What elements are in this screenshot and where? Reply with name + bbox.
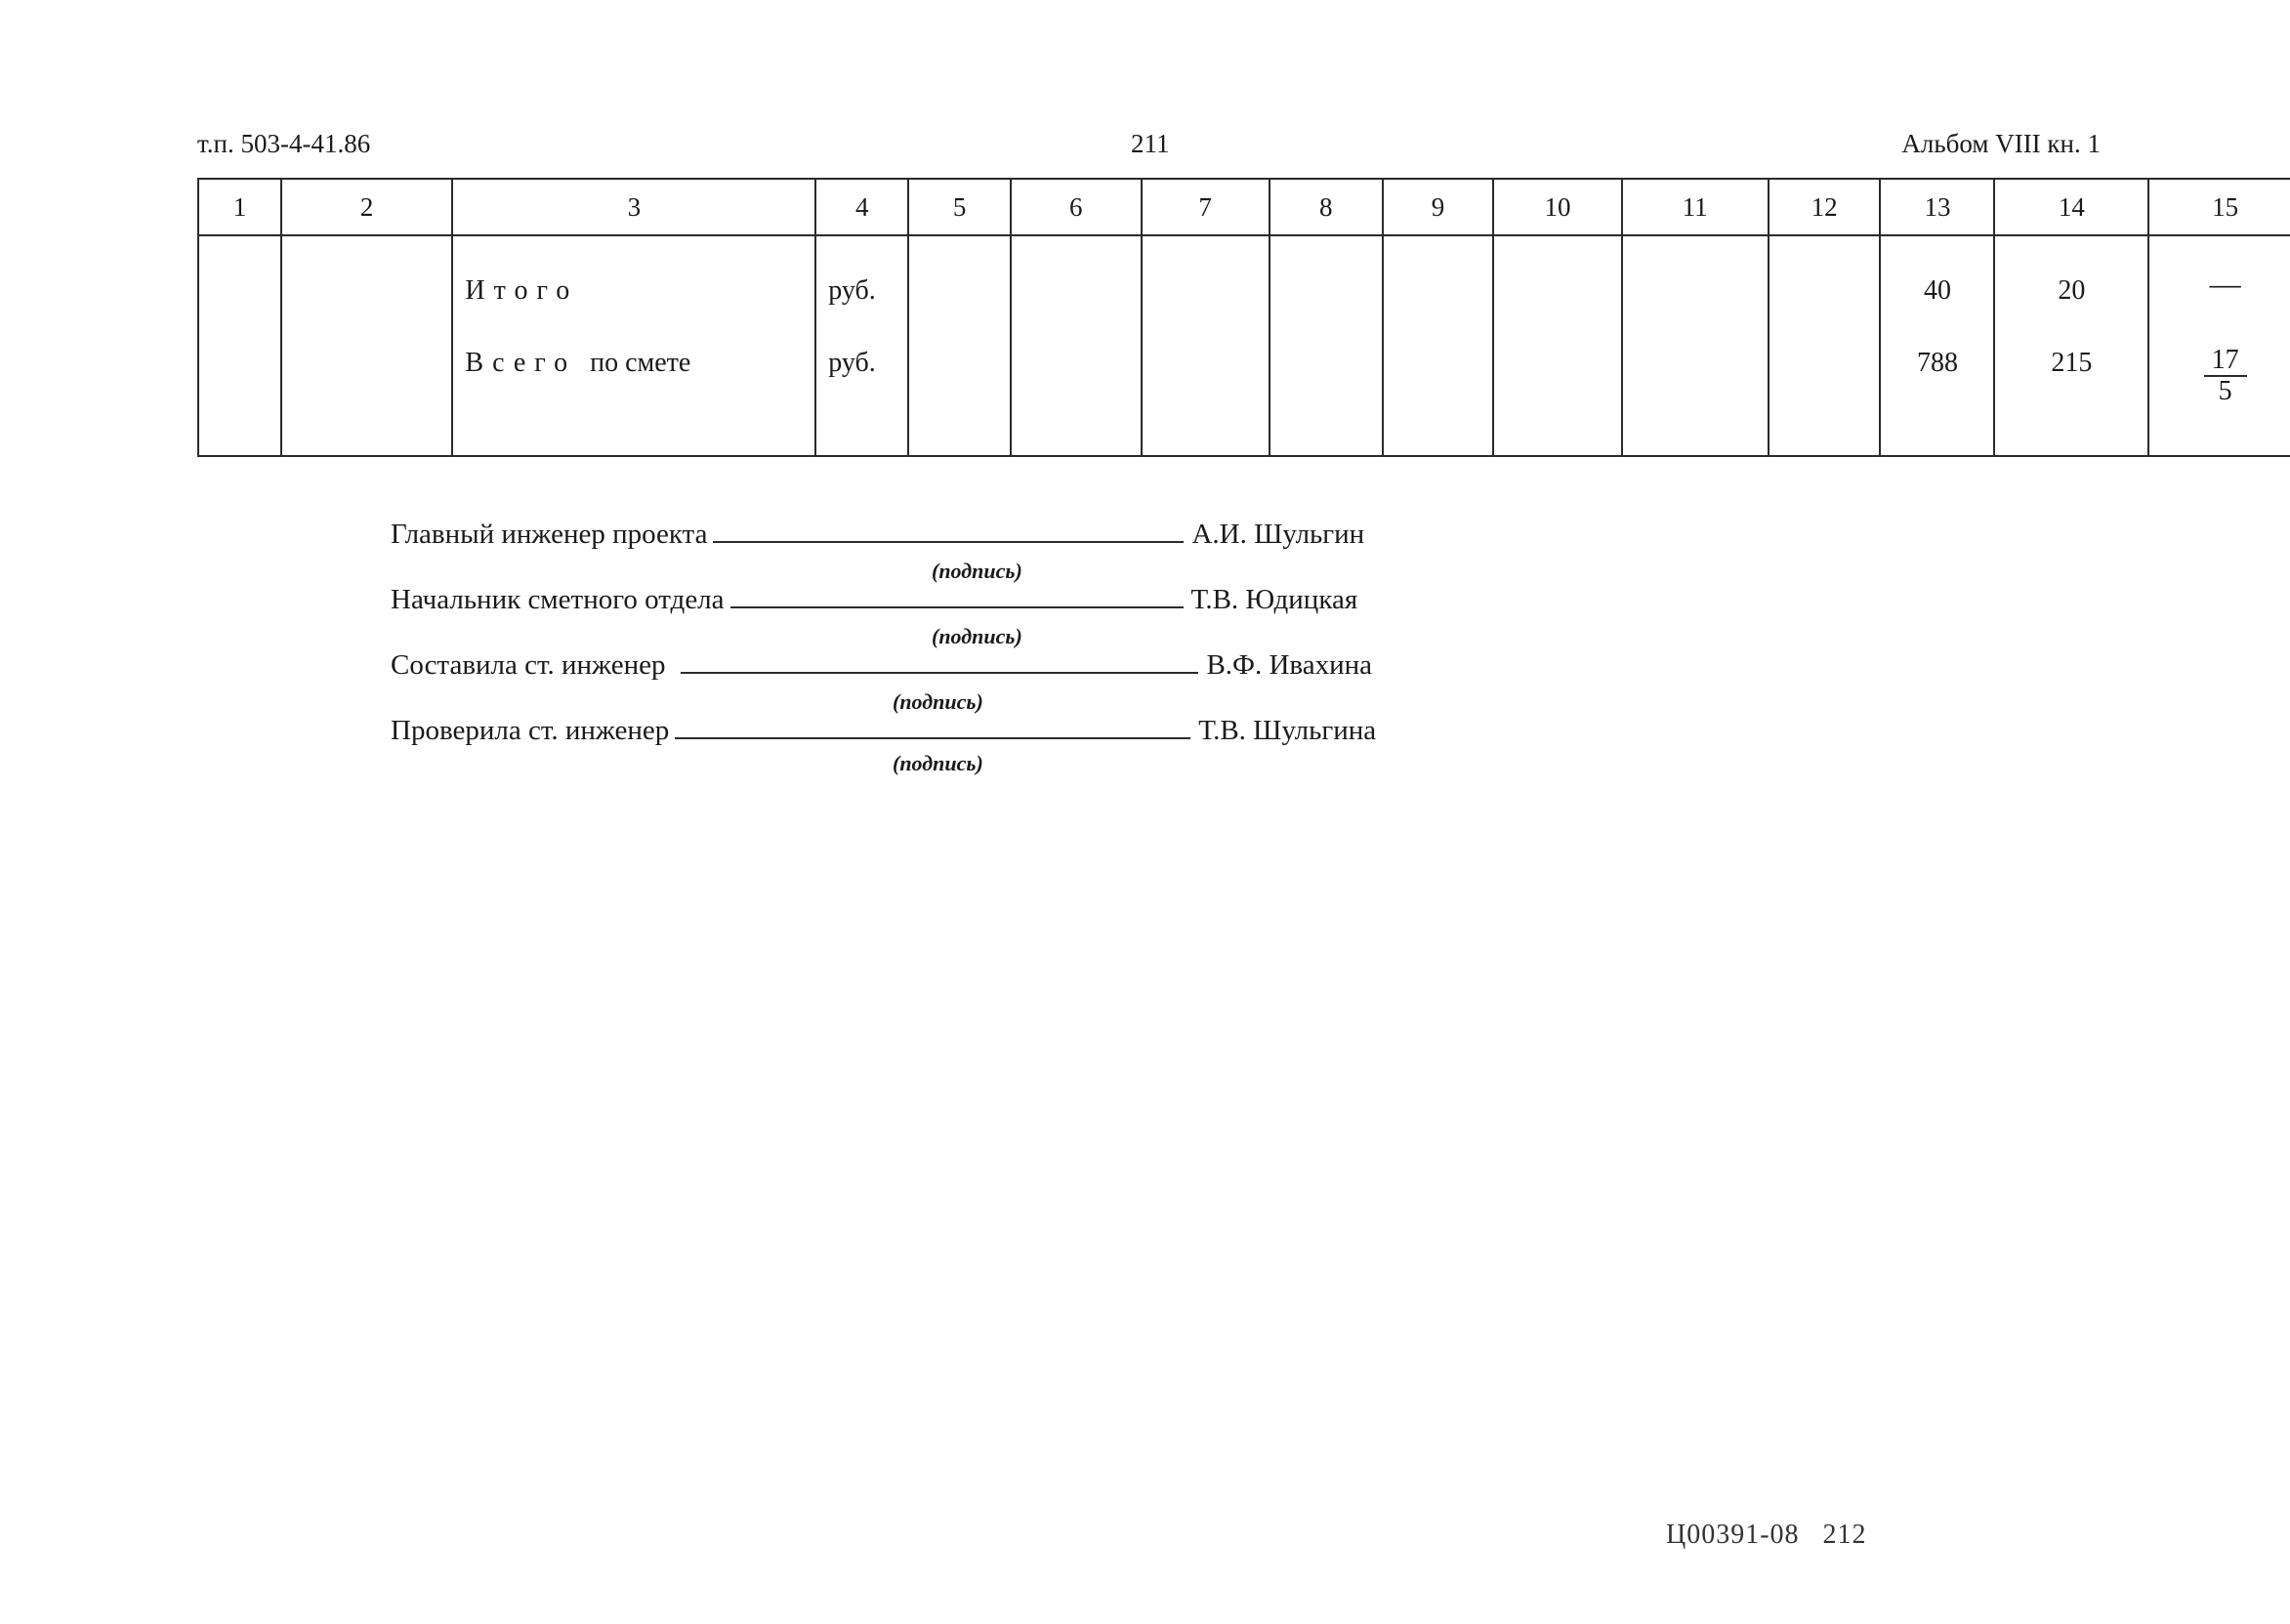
signature-line-compiled-by (391, 646, 1372, 682)
signature-role: Проверила ст. инженер (391, 715, 670, 746)
empty-value-dash: — (2209, 266, 2241, 301)
grand-total-value: 788 (1916, 348, 1958, 378)
totals-row (198, 235, 2290, 456)
signature-role: Главный инженер проекта (391, 519, 708, 550)
signature-name: В.Ф. Ивахина (1206, 649, 1373, 681)
signature-line-estimates-head (391, 581, 1357, 616)
column-number: 13 (1880, 179, 1994, 235)
signature-caption: (подпись) (932, 559, 1022, 583)
table-cell (908, 235, 1011, 456)
total-value: 40 (1923, 275, 1951, 306)
signature-rule (681, 646, 1198, 674)
table-cell (1142, 235, 1270, 456)
column-number: 5 (908, 179, 1011, 235)
document-code: т.п. 503-4-41.86 (197, 129, 371, 158)
signature-line-chief-engineer (391, 516, 1364, 551)
table-cell (1493, 235, 1621, 456)
archive-page: 212 (1822, 1520, 1867, 1550)
fraction-denominator: 5 (2218, 376, 2232, 406)
column-number: 7 (1142, 179, 1270, 235)
column-number: 15 (2148, 179, 2290, 235)
signature-role: Составила ст. инженер (391, 649, 666, 681)
signature-rule (713, 516, 1184, 543)
column-number-row (198, 179, 2290, 235)
column-number: 3 (452, 179, 815, 235)
column-number: 4 (815, 179, 908, 235)
table-cell (452, 235, 815, 456)
signature-rule (730, 581, 1184, 608)
signature-caption: (подпись) (932, 624, 1022, 648)
total-label: Итого (465, 275, 579, 306)
archive-stamp (1666, 1520, 1867, 1551)
table-cell (1622, 235, 1769, 456)
column-number: 6 (1011, 179, 1142, 235)
column-number: 14 (1994, 179, 2148, 235)
table-cell (281, 235, 452, 456)
table-cell (815, 235, 908, 456)
unit-label: руб. (828, 275, 876, 306)
table-cell (2148, 235, 2290, 456)
signature-name: А.И. Шульгин (1191, 519, 1365, 550)
grand-total-suffix: по смете (590, 348, 691, 378)
column-number: 10 (1493, 179, 1621, 235)
signature-line-checked-by (391, 712, 1376, 747)
column-number: 12 (1769, 179, 1881, 235)
column-number: 2 (281, 179, 452, 235)
grand-total-value: 215 (2051, 348, 2093, 378)
table-cell (1270, 235, 1383, 456)
table-cell (1880, 235, 1994, 456)
total-value: 20 (2058, 275, 2086, 306)
fraction-numerator: 17 (2204, 346, 2247, 377)
signature-caption: (подпись) (893, 689, 983, 714)
estimate-table (197, 178, 2290, 457)
table-cell (1011, 235, 1142, 456)
unit-label: руб. (828, 348, 876, 378)
signature-role: Начальник сметного отдела (391, 584, 725, 615)
table-cell (1383, 235, 1494, 456)
signature-caption: (подпись) (893, 751, 983, 775)
fraction-value (2149, 346, 2290, 406)
signature-name: Т.В. Юдицкая (1190, 584, 1358, 615)
column-number: 11 (1622, 179, 1769, 235)
page-number: 211 (1131, 129, 1170, 158)
table-cell (198, 235, 281, 456)
grand-total-word: Всего (465, 348, 577, 378)
table-cell (1769, 235, 1881, 456)
column-number: 8 (1270, 179, 1383, 235)
column-number: 1 (198, 179, 281, 235)
grand-total-label (465, 348, 690, 379)
album-reference: Альбом VIII кн. 1 (1901, 129, 2101, 158)
column-number: 9 (1383, 179, 1494, 235)
archive-code: Ц00391-08 (1666, 1520, 1800, 1550)
table-cell (1994, 235, 2148, 456)
signature-rule (675, 712, 1190, 739)
signature-name: Т.В. Шульгина (1198, 715, 1377, 746)
